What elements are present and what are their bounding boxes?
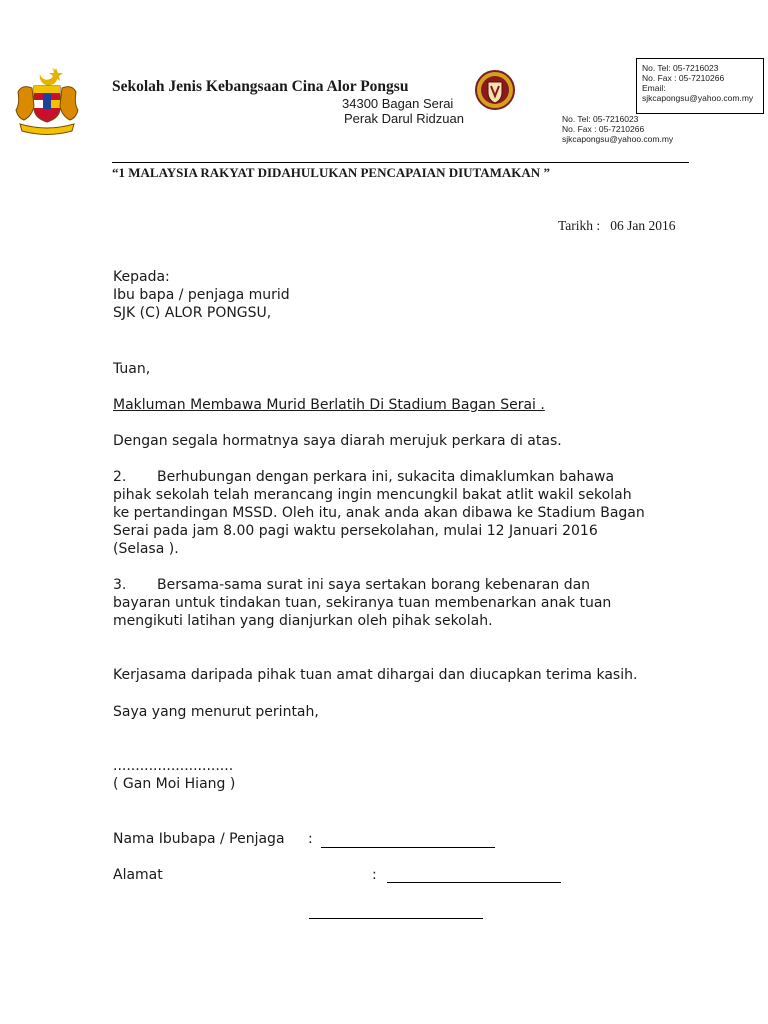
recipient-line-2: Ibu bapa / penjaga murid <box>113 287 290 303</box>
paragraph-2-line-5: (Selasa ). <box>113 541 179 557</box>
address-field-line-1[interactable] <box>387 882 561 883</box>
paragraph-2-line-4: Serai pada jam 8.00 pagi waktu persekolahan, mulai 12 Januari 2016 <box>113 523 598 539</box>
paragraph-3-line-2: bayaran untuk tindakan tuan, sekiranya tuan membenarkan anak tuan <box>113 595 612 611</box>
school-name: Sekolah Jenis Kebangsaan Cina Alor Pongsu <box>112 78 409 95</box>
paragraph-3-text-1: Bersama-sama surat ini saya sertakan borang kebenaran dan <box>157 577 591 593</box>
letter-subject: Makluman Membawa Murid Berlatih Di Stadium Bagan Serai . <box>113 397 545 413</box>
header-divider <box>112 162 689 163</box>
paragraph-2-text-1: Berhubungan dengan perkara ini, sukacita dimaklumkan bahawa <box>157 469 615 485</box>
paragraph-2-number: 2. <box>113 469 127 485</box>
contact-inline-tel: No. Tel: 05-7216023 <box>562 114 639 124</box>
signature-name: ( Gan Moi Hiang ) <box>113 776 236 792</box>
paragraph-3-line-3: mengikuti latihan yang dianjurkan oleh pihak sekolah. <box>113 613 493 629</box>
parent-name-colon: : <box>308 831 313 847</box>
contact-box-fax: No. Fax : 05-7210266 <box>642 73 725 83</box>
paragraph-2-line-1 <box>113 468 713 486</box>
contact-inline-fax: No. Fax : 05-7210266 <box>562 124 645 134</box>
address-colon: : <box>372 867 377 883</box>
contact-box-email-label: Email: <box>642 83 666 93</box>
date-value: 06 Jan 2016 <box>610 218 676 233</box>
date-line <box>558 218 676 234</box>
contact-box <box>636 58 764 114</box>
malaysia-coat-of-arms-icon <box>12 64 82 138</box>
paragraph-3 <box>113 576 713 630</box>
closing-sign-off: Saya yang menurut perintah, <box>113 704 319 720</box>
school-crest-icon <box>474 68 516 112</box>
contact-box-email: sjkcapongsu@yahoo.com.my <box>642 93 754 103</box>
school-motto: “1 MALAYSIA RAKYAT DIDAHULUKAN PENCAPAIAN DIUTAMAKAN ” <box>112 165 550 180</box>
paragraph-2-line-2: pihak sekolah telah merancang ingin mencungkil bakat atlit wakil sekolah <box>113 487 632 503</box>
closing-thanks: Kerjasama daripada pihak tuan amat dihargai dan diucapkan terima kasih. <box>113 667 638 683</box>
paragraph-3-number: 3. <box>113 577 127 593</box>
address-field-line-2[interactable] <box>309 918 483 919</box>
address-line-1: 34300 Bagan Serai <box>342 96 454 111</box>
contact-inline-email: sjkcapongsu@yahoo.com.my <box>562 134 674 144</box>
address-label: Alamat <box>113 867 163 883</box>
salutation: Tuan, <box>113 361 151 377</box>
recipient-line-1: Kepada: <box>113 269 170 285</box>
paragraph-1: Dengan segala hormatnya saya diarah merujuk perkara di atas. <box>113 433 562 449</box>
contact-box-tel: No. Tel: 05-7216023 <box>642 63 719 73</box>
date-label: Tarikh : <box>558 218 601 233</box>
address-line-2: Perak Darul Ridzuan <box>344 111 464 126</box>
contact-inline <box>562 114 673 144</box>
recipient-line-3: SJK (C) ALOR PONGSU, <box>113 305 272 321</box>
recipient-block <box>113 268 713 322</box>
paragraph-2-line-3: ke pertandingan MSSD. Oleh itu, anak anda akan dibawa ke Stadium Bagan <box>113 505 645 521</box>
paragraph-2 <box>113 468 713 558</box>
parent-name-field[interactable] <box>321 847 495 848</box>
paragraph-3-line-1 <box>113 576 713 594</box>
signature-block <box>113 757 713 793</box>
signature-dots: ........................... <box>113 758 234 774</box>
parent-name-label: Nama Ibubapa / Penjaga <box>113 831 285 847</box>
